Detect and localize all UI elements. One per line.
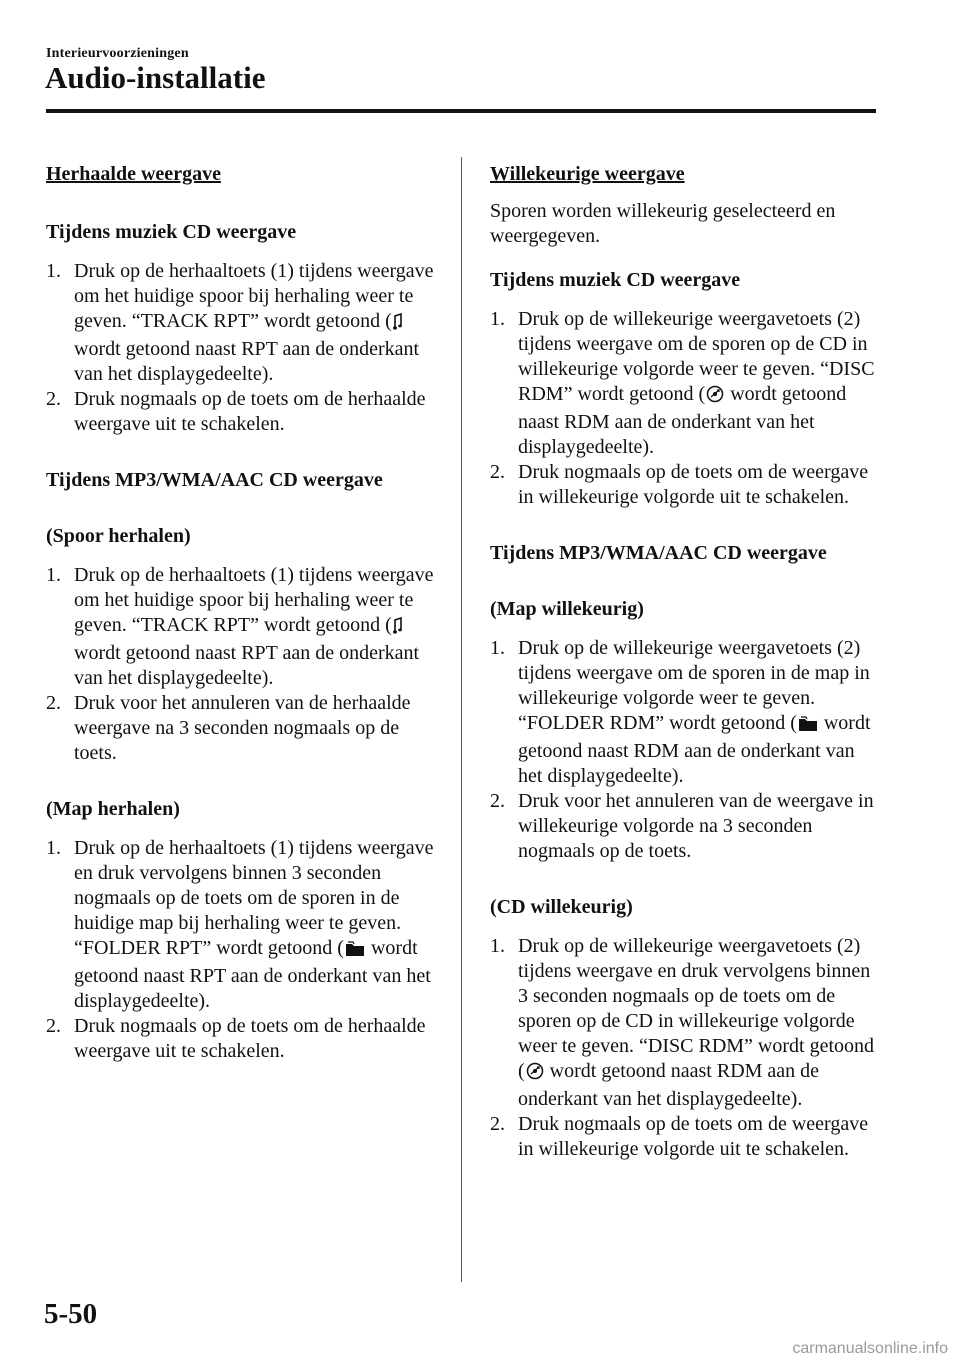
- step-number: 2.: [46, 1015, 61, 1037]
- list-item: [490, 636, 880, 789]
- folder-repeat-subhead: (Map herhalen): [46, 798, 180, 820]
- step-text: Druk op de willekeurige weergavetoets (2) tijdens weergave om de sporen op de CD in willekeurige volgorde weer te geven. “DISC RDM” wordt getoond (: [518, 308, 875, 405]
- step-number: 1.: [46, 564, 61, 586]
- step-text: wordt getoond naast RDM aan de onderkant van het displaygedeelte).: [518, 1060, 820, 1110]
- disc-steps: [490, 934, 880, 1162]
- header-rule: [46, 109, 876, 113]
- step-text: Druk op de willekeurige weergavetoets (2) tijdens weergave om de sporen in de map in willekeurige volgorde weer te geven. “FOLDER RDM” wordt getoond (: [518, 637, 870, 734]
- list-item: [46, 259, 436, 387]
- step-number: 1.: [490, 308, 505, 330]
- list-item: [490, 307, 880, 460]
- list-item: [490, 1112, 880, 1162]
- folder-random-subhead: (Map willekeurig): [490, 598, 644, 620]
- section-label: Interieurvoorzieningen: [46, 46, 189, 61]
- step-number: 1.: [490, 637, 505, 659]
- step-number: 1.: [46, 837, 61, 859]
- list-item: [490, 460, 880, 510]
- step-text: Druk nogmaals op de toets om de herhaalde weergave uit te schakelen.: [74, 388, 426, 435]
- list-item: [490, 934, 880, 1112]
- disc-random-subhead: (CD willekeurig): [490, 896, 633, 918]
- cd-steps: [490, 307, 880, 510]
- folder-icon: [798, 714, 818, 739]
- cd-steps: [46, 259, 436, 437]
- track-steps: [46, 563, 436, 766]
- step-text: wordt getoond naast RDM aan de onderkant van het displaygedeelte).: [518, 383, 847, 458]
- repeat-heading: Herhaalde weergave: [46, 163, 221, 185]
- folder-icon: [345, 939, 365, 964]
- step-text: wordt getoond naast RPT aan de onderkant van het displaygedeelte).: [74, 338, 420, 385]
- step-number: 1.: [490, 935, 505, 957]
- track-repeat-subhead: (Spoor herhalen): [46, 525, 191, 547]
- step-number: 2.: [490, 1113, 505, 1135]
- disc-icon: [706, 385, 724, 410]
- step-number: 1.: [46, 260, 61, 282]
- step-text: Druk nogmaals op de toets om de weergave in willekeurige volgorde uit te schakelen.: [518, 461, 869, 508]
- step-number: 2.: [46, 692, 61, 714]
- list-item: [46, 836, 436, 1014]
- step-text: Druk op de willekeurige weergavetoets (2) tijdens weergave en druk vervolgens binnen 3 seconden nogmaals op de toets om de sporen op de CD in willekeurige volgorde weer te geven. “DISC RDM” wordt getoond (: [518, 935, 875, 1082]
- folder-steps: [490, 636, 880, 864]
- step-number: 2.: [490, 461, 505, 483]
- right-column: [490, 160, 880, 1162]
- list-item: [46, 691, 436, 766]
- cd-subhead: Tijdens muziek CD weergave: [46, 221, 297, 243]
- cd-subhead: Tijdens muziek CD weergave: [490, 269, 741, 291]
- mp3-subhead: Tijdens MP3/WMA/AAC CD weergave: [490, 542, 827, 564]
- step-text: Druk op de herhaaltoets (1) tijdens weergave en druk vervolgens binnen 3 seconden nogmaals op de toets om de sporen in de huidige map bij herhaling weer te geven. “FOLDER RPT” wordt getoond (: [74, 837, 434, 959]
- music-note-icon: [393, 616, 402, 641]
- watermark: carmanualsonline.info: [792, 1340, 948, 1357]
- chapter-title: Audio-installatie: [45, 60, 266, 95]
- mp3-subhead: Tijdens MP3/WMA/AAC CD weergave: [46, 469, 383, 491]
- disc-icon: [526, 1062, 544, 1087]
- list-item: [490, 789, 880, 864]
- step-number: 2.: [490, 790, 505, 812]
- list-item: [46, 387, 436, 437]
- step-text: Druk voor het annuleren van de herhaalde weergave na 3 seconden nogmaals op de toets.: [74, 692, 411, 764]
- column-divider: [461, 157, 462, 1282]
- step-number: 2.: [46, 388, 61, 410]
- random-intro: Sporen worden willekeurig geselecteerd en weergegeven.: [490, 200, 836, 247]
- step-text: Druk op de herhaaltoets (1) tijdens weergave om het huidige spoor bij herhaling weer te geven. “TRACK RPT” wordt getoond (: [74, 260, 434, 332]
- step-text: Druk nogmaals op de toets om de weergave in willekeurige volgorde uit te schakelen.: [518, 1113, 869, 1160]
- step-text: Druk voor het annuleren van de weergave in willekeurige volgorde na 3 seconden nogmaals op de toets.: [518, 790, 874, 862]
- random-heading: Willekeurige weergave: [490, 163, 685, 185]
- step-text: Druk nogmaals op de toets om de herhaalde weergave uit te schakelen.: [74, 1015, 426, 1062]
- left-column: [46, 160, 436, 1064]
- list-item: [46, 563, 436, 691]
- step-text: wordt getoond naast RPT aan de onderkant van het displaygedeelte).: [74, 937, 431, 1012]
- step-text: Druk op de herhaaltoets (1) tijdens weergave om het huidige spoor bij herhaling weer te geven. “TRACK RPT” wordt getoond (: [74, 564, 434, 636]
- step-text: wordt getoond naast RPT aan de onderkant van het displaygedeelte).: [74, 642, 420, 689]
- step-text: wordt getoond naast RDM aan de onderkant van het displaygedeelte).: [518, 712, 871, 787]
- music-note-icon: [393, 312, 402, 337]
- page-number: 5-50: [44, 1298, 98, 1330]
- folder-steps: [46, 836, 436, 1064]
- list-item: [46, 1014, 436, 1064]
